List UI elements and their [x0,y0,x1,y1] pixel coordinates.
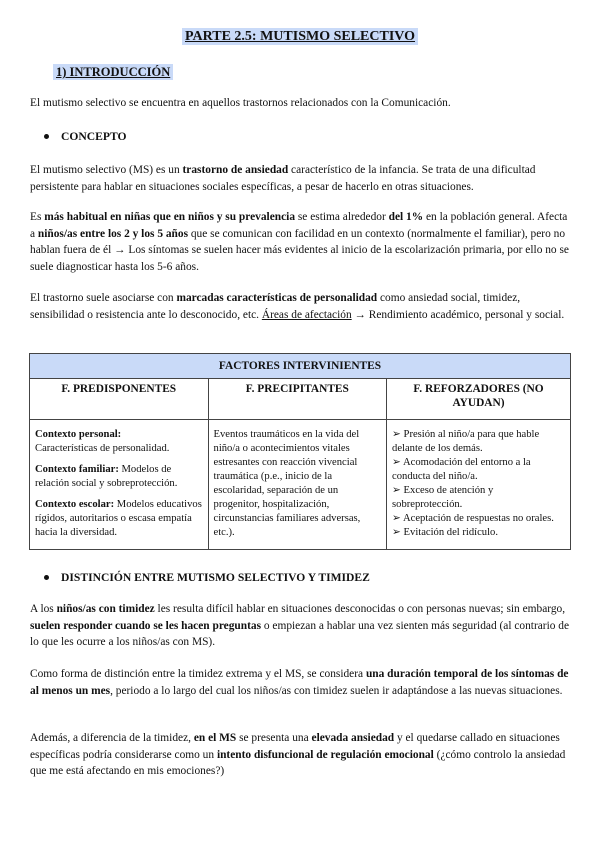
list-item: Contexto personal: Características de personalidad. [35,429,170,454]
document-title: PARTE 2.5: MUTISMO SELECTIVO [0,27,600,45]
list-item: ➢ Evitación del ridículo. [392,527,498,538]
list-item: ➢ Acomodación del entorno a la conducta del niño/a. [392,457,531,482]
column-header-precipitantes: F. PRECIPITANTES [208,379,387,420]
list-item: ➢ Presión al niño/a para que hable delante de los demás. [392,429,540,454]
factores-table [29,353,571,550]
bullet-dot-icon [44,575,49,580]
cell-reforzadores [387,420,571,550]
list-item: ➢ Aceptación de respuestas no orales. [392,513,554,524]
concepto-paragraph-2: Es más habitual en niñas que en niños y su prevalencia se estima alrededor del 1% en la población general. Afecta a niños/as entre los 2 y los 5 años que se comunican con facilidad en un contexto (normalmente el familiar), pero no hablan fuera de él → Los síntomas se suelen hacer más evidentes al inicio de la escolarización primaria, por ello no se suele diagnosticar hasta los 5-6 años. [30,211,569,273]
bullet-dot-icon [44,134,49,139]
distincion-paragraph-1: A los niños/as con timidez les resulta difícil hablar en situaciones desconocidas o con personas nuevas; sin embargo, suelen responder cuando se les hacen preguntas o empiezan a hablar una vez sienten más seguridad (al contrario de lo que les ocurre a los niños/as con MS). [30,603,570,648]
concepto-paragraph-3: El trastorno suele asociarse con marcadas características de personalidad como ansiedad social, timidez, sensibilidad o resistencia ante lo desconocido, etc. Áreas de afectación → Rendimiento académico, personal y social. [30,292,565,321]
cell-precipitantes: Eventos traumáticos en la vida del niño/a o acontecimientos vitales estresantes con reacción vivencial traumática (p.e., inicio de la escolaridad, separación de un progenitor, hospitalización, circunstancias familiares adversas, etc.). [208,420,387,550]
column-header-reforzadores: F. REFORZADORES (NO AYUDAN) [387,379,571,420]
list-item: ➢ Exceso de atención y sobreprotección. [392,485,494,510]
section-heading-introduccion: 1) INTRODUCCIÓN [53,65,173,80]
list-item: Contexto familiar: Modelos de relación social y sobreprotección. [35,464,178,489]
distincion-paragraph-3: Además, a diferencia de la timidez, en el MS se presenta una elevada ansiedad y el quedarse callado en situaciones específicas podría considerarse como un intento disfuncional de regulación emocional (¿cómo controlo la ansiedad que me está afectando en mis emociones?) [30,732,566,777]
table-header: FACTORES INTERVINIENTES [30,354,571,379]
bullet-distincion: DISTINCIÓN ENTRE MUTISMO SELECTIVO Y TIMIDEZ [44,571,370,584]
list-item: Contexto escolar: Modelos educativos rígidos, autoritarios o escasa empatía hacia la diversidad. [35,499,202,538]
bullet-concepto: CONCEPTO [44,130,127,143]
concepto-paragraph-1: El mutismo selectivo (MS) es un trastorno de ansiedad característico de la infancia. Se trata de una dificultad persistente para hablar en situaciones sociales específicas, a pesar de hacerlo en otras situaciones. [30,164,536,193]
intro-paragraph: El mutismo selectivo se encuentra en aquellos trastornos relacionados con la Comunicación. [30,97,451,109]
column-header-predisponentes: F. PREDISPONENTES [30,379,209,420]
distincion-paragraph-2: Como forma de distinción entre la timidez extrema y el MS, se considera una duración temporal de los síntomas de al menos un mes, periodo a lo largo del cual los niños/as con timidez suelen ir adaptándose a las nuevas situaciones. [30,668,569,697]
cell-predisponentes [30,420,209,550]
